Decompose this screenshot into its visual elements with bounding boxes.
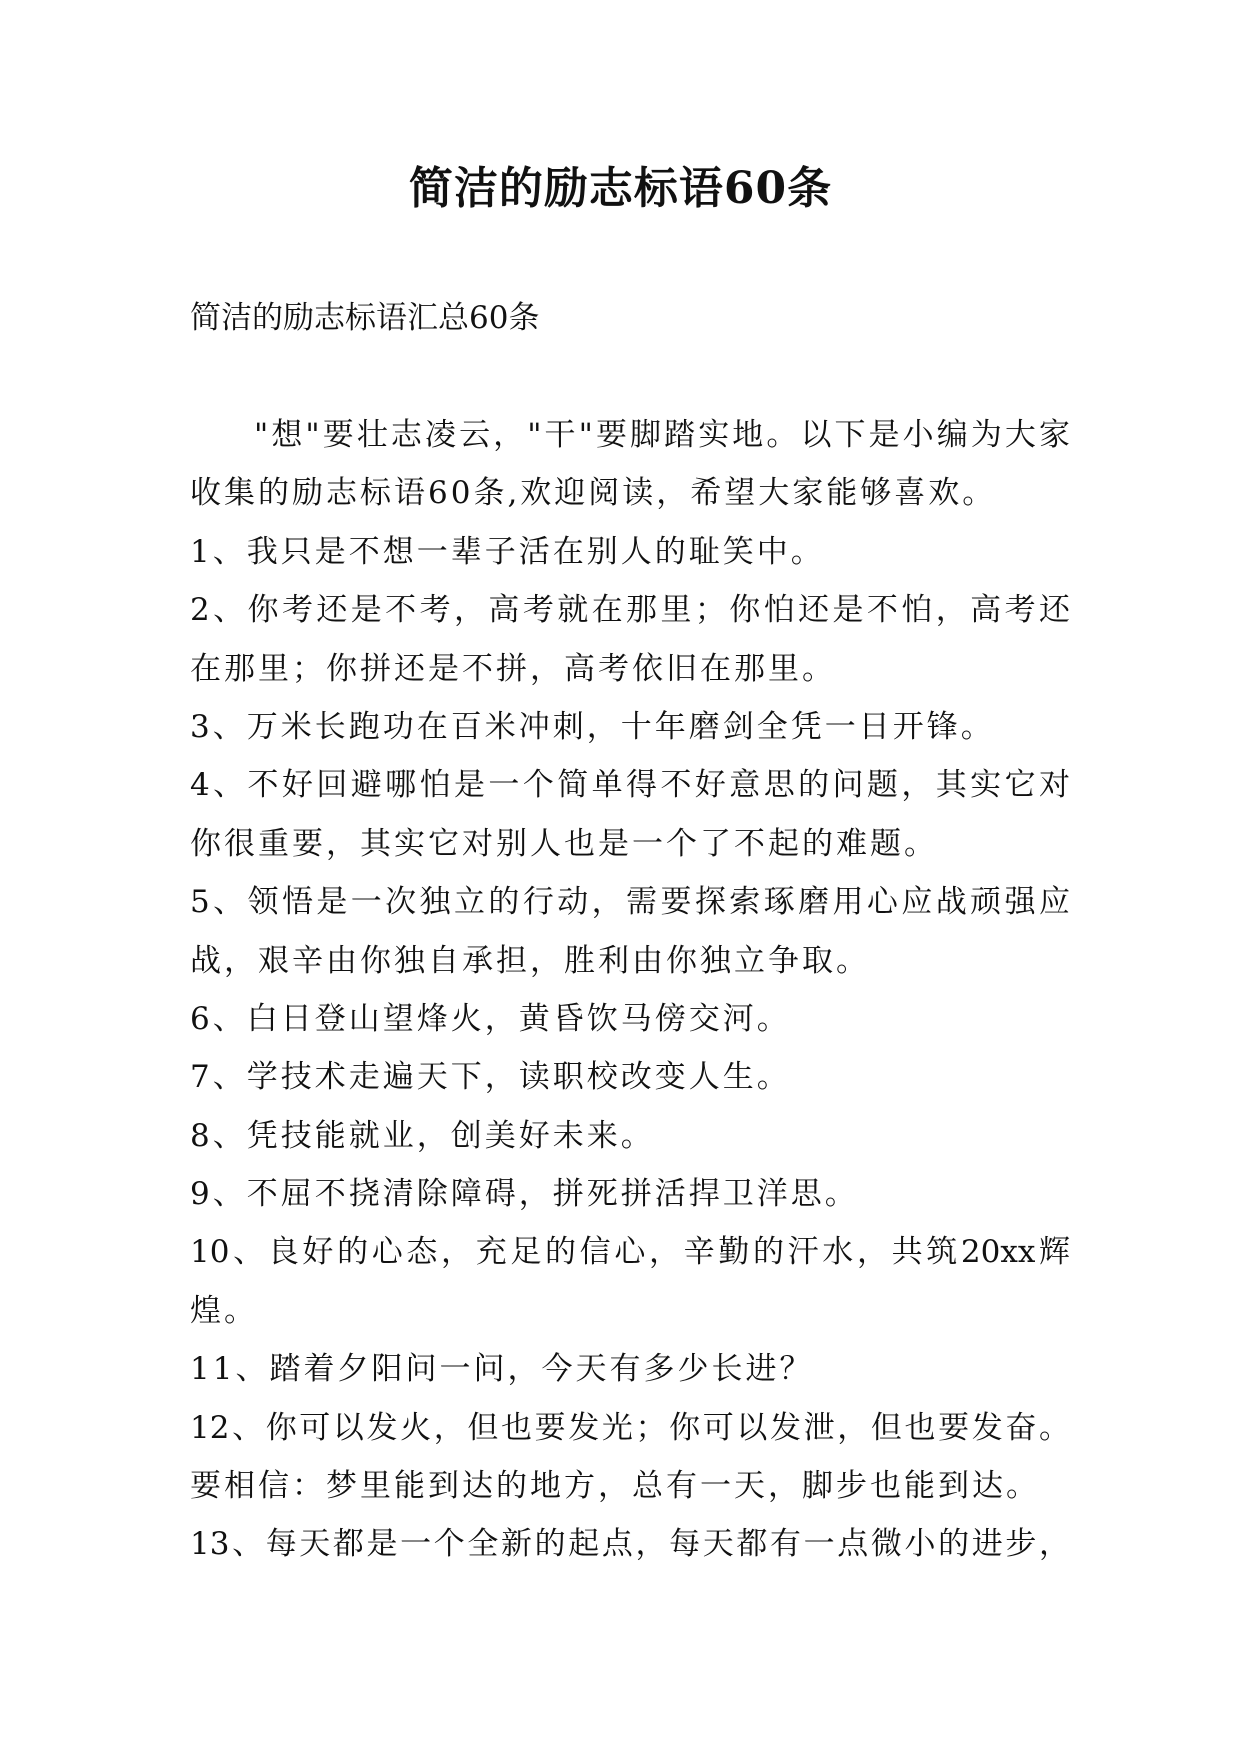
slogan-4-line-1: 4、不好回避哪怕是一个简单得不好意思的问题，其实它对 — [190, 767, 1070, 804]
slogan-7: 7、学技术走遍天下，读职校改变人生。 — [190, 1059, 791, 1096]
slogan-12-line-2: 要相信：梦里能到达的地方，总有一天，脚步也能到达。 — [190, 1468, 1040, 1505]
slogan-13-line-1: 13、每天都是一个全新的起点，每天都有一点微小的进步， — [190, 1526, 1070, 1563]
slogan-1: 1、我只是不想一辈子活在别人的耻笑中。 — [190, 533, 825, 570]
slogan-6: 6、白日登山望烽火，黄昏饮马傍交河。 — [190, 1000, 791, 1037]
intro-line-2: 收集的励志标语60条,欢迎阅读，希望大家能够喜欢。 — [190, 475, 997, 512]
slogan-11: 11、踏着夕阳问一问，今天有多少长进？ — [190, 1351, 814, 1388]
intro-line-1: "想"要壮志凌云，"干"要脚踏实地。以下是小编为大家 — [254, 417, 1070, 453]
slogan-3: 3、万米长跑功在百米冲刺，十年磨剑全凭一日开锋。 — [190, 708, 995, 745]
slogan-5-line-2: 战，艰辛由你独自承担，胜利由你独立争取。 — [190, 942, 870, 979]
slogan-9: 9、不屈不挠清除障碍，拼死拼活捍卫洋思。 — [190, 1176, 859, 1213]
document-body — [190, 406, 1070, 1574]
slogan-2-line-2: 在那里；你拼还是不拼，高考依旧在那里。 — [190, 650, 836, 687]
slogan-10-line-1: 10、良好的心态，充足的信心，辛勤的汗水，共筑20xx辉 — [190, 1234, 1070, 1271]
slogan-2-line-1: 2、你考还是不考，高考就在那里；你怕还是不怕，高考还 — [190, 592, 1070, 629]
slogan-5-line-1: 5、领悟是一次独立的行动，需要探索琢磨用心应战顽强应 — [190, 884, 1070, 921]
document-subtitle: 简洁的励志标语汇总60条 — [190, 300, 540, 336]
document-title: 简洁的励志标语60条 — [408, 163, 833, 214]
slogan-10-line-2: 煌。 — [190, 1292, 258, 1329]
slogan-4-line-2: 你很重要，其实它对别人也是一个了不起的难题。 — [190, 825, 938, 862]
slogan-8: 8、凭技能就业，创美好未来。 — [190, 1117, 655, 1154]
slogan-12-line-1: 12、你可以发火，但也要发光；你可以发泄，但也要发奋。 — [190, 1409, 1070, 1446]
